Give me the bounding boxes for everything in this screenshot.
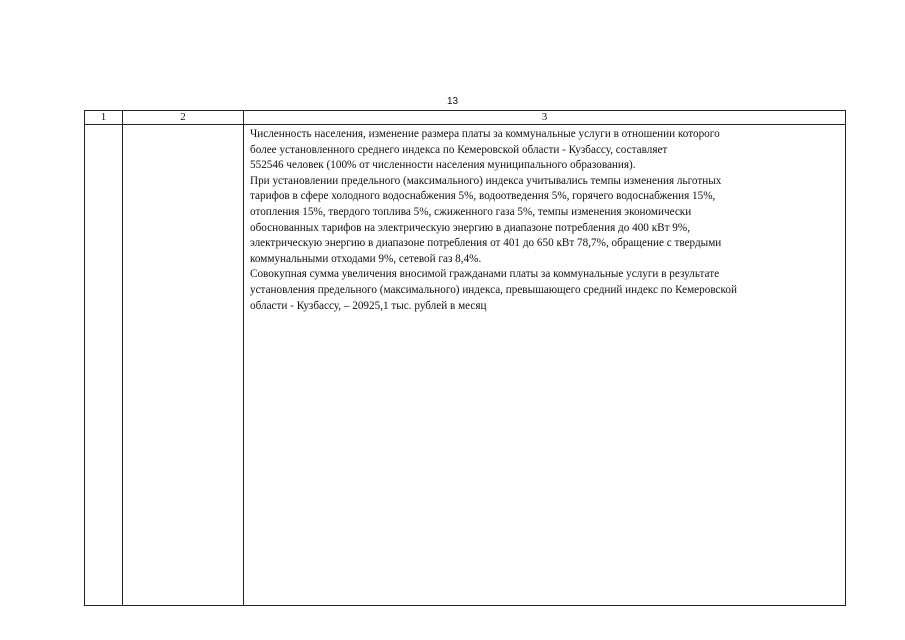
header-row-divider bbox=[85, 124, 845, 125]
column-divider-2 bbox=[243, 111, 244, 605]
document-table bbox=[84, 110, 846, 606]
text-line: коммунальными отходами 9%, сетевой газ 8,4%. bbox=[250, 252, 482, 265]
column-header-3: 3 bbox=[541, 111, 548, 123]
column-header-2: 2 bbox=[180, 111, 186, 123]
text-line: отопления 15%, твердого топлива 5%, сжиженного газа 5%, темпы изменения экономически bbox=[250, 205, 692, 218]
text-line: установления предельного (максимального) индекса, превышающего средний индекс по Кемеровской bbox=[250, 283, 737, 296]
text-line: тарифов в сфере холодного водоснабжения 5%, водоотведения 5%, горячего водоснабжения 15%, bbox=[250, 190, 716, 203]
text-line: Численность населения, изменение размера платы за коммунальные услуги в отношении которого bbox=[250, 128, 720, 140]
text-line: области - Кузбассу, – 20925,1 тыс. рублей в месяц bbox=[250, 299, 487, 312]
text-line: более установленного среднего индекса по Кемеровской области - Кузбассу, составляет bbox=[250, 143, 668, 156]
page-number: 13 bbox=[446, 96, 459, 107]
column-3-cell-text bbox=[250, 127, 842, 314]
column-header-1: 1 bbox=[100, 111, 107, 123]
text-line: электрическую энергию в диапазоне потребления от 401 до 650 кВт 78,7%, обращение с твердыми bbox=[250, 237, 722, 250]
text-line: При установлении предельного (максимального) индекса учитывались темпы изменения льготных bbox=[250, 174, 722, 187]
text-line: обоснованных тарифов на электрическую энергию в диапазоне потребления до 400 кВт 9%, bbox=[250, 221, 690, 234]
column-divider-1 bbox=[122, 111, 123, 605]
text-line: 552546 человек (100% от численности населения муниципального образования). bbox=[250, 159, 636, 172]
text-line: Совокупная сумма увеличения вносимой гражданами платы за коммунальные услуги в результате bbox=[250, 268, 720, 281]
